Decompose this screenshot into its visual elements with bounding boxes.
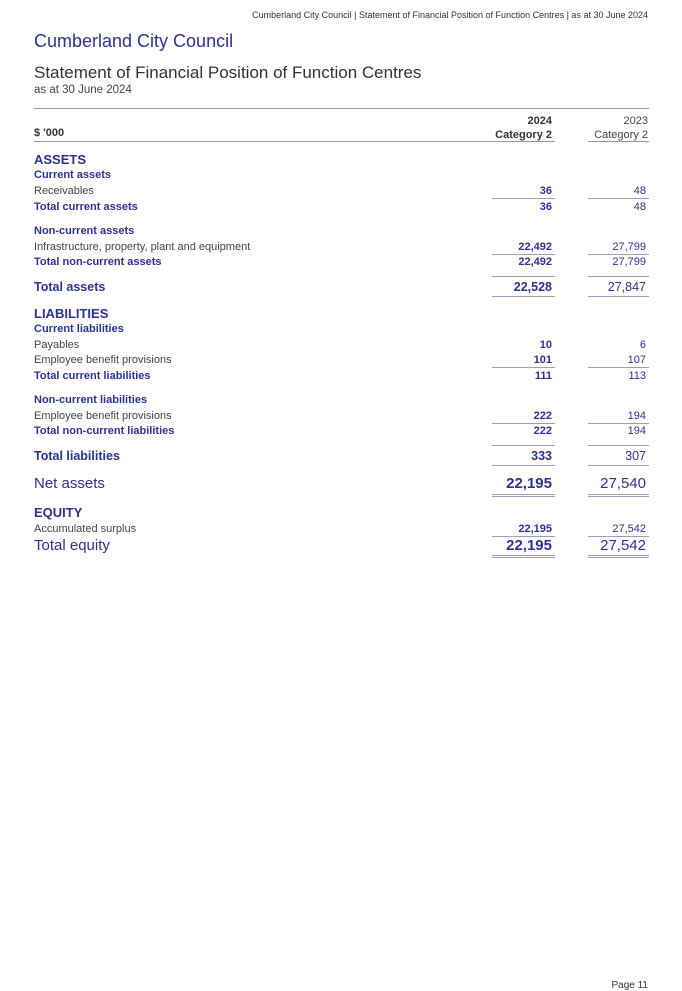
row-label: Total non-current liabilities bbox=[34, 425, 175, 437]
statement-subtitle: as at 30 June 2024 bbox=[34, 84, 132, 96]
subtotal-rule bbox=[492, 276, 555, 277]
column-year-2023: 2023 bbox=[623, 115, 648, 127]
row-label: Net assets bbox=[34, 475, 105, 492]
net-assets-double-rule bbox=[492, 494, 555, 497]
subtotal-rule bbox=[588, 276, 649, 277]
section-heading: EQUITY bbox=[34, 505, 83, 520]
value-2024: 22,492 bbox=[518, 256, 552, 268]
value-2023: 48 bbox=[633, 201, 646, 213]
value-2023: 27,799 bbox=[612, 256, 646, 268]
value-2023: 307 bbox=[625, 449, 646, 463]
section-heading: ASSETS bbox=[34, 152, 87, 167]
row-label: Total current assets bbox=[34, 201, 138, 213]
subsection-heading: Non-current liabilities bbox=[34, 394, 148, 406]
row-label: Receivables bbox=[34, 185, 94, 197]
subtotal-rule bbox=[492, 198, 555, 199]
subtotal-rule bbox=[588, 423, 649, 424]
column-header-2024 bbox=[495, 114, 552, 142]
value-2023: 27,542 bbox=[600, 537, 646, 554]
row-label: Employee benefit provisions bbox=[34, 410, 172, 422]
value-2023: 194 bbox=[627, 425, 646, 437]
value-2024: 22,492 bbox=[518, 241, 552, 253]
value-2024: 22,195 bbox=[518, 523, 552, 535]
subtotal-rule bbox=[492, 445, 555, 446]
subtotal-rule bbox=[588, 445, 649, 446]
column-rule-left bbox=[34, 141, 555, 142]
value-2024: 222 bbox=[533, 425, 552, 437]
column-rule-right bbox=[588, 141, 649, 142]
total-rule bbox=[492, 296, 555, 297]
header-rule bbox=[34, 108, 649, 109]
value-2023: 113 bbox=[628, 370, 646, 382]
value-2023: 27,542 bbox=[612, 523, 646, 535]
value-2024: 222 bbox=[533, 410, 552, 422]
subtotal-rule bbox=[588, 198, 649, 199]
column-category-2023: Category 2 bbox=[594, 129, 648, 141]
page-number: Page 11 bbox=[611, 980, 648, 991]
value-2024: 22,195 bbox=[506, 475, 552, 492]
unit-label: $ '000 bbox=[34, 127, 65, 139]
column-category-2024: Category 2 bbox=[495, 129, 552, 141]
subsection-heading: Non-current assets bbox=[34, 225, 135, 237]
value-2023: 27,799 bbox=[612, 241, 646, 253]
subsection-heading: Current liabilities bbox=[34, 323, 124, 335]
value-2023: 27,540 bbox=[600, 475, 646, 492]
value-2023: 48 bbox=[633, 185, 646, 197]
total-equity-double-rule bbox=[588, 555, 649, 558]
row-label: Total assets bbox=[34, 280, 106, 294]
row-label: Payables bbox=[34, 339, 80, 351]
value-2023: 194 bbox=[627, 410, 646, 422]
value-2023: 6 bbox=[639, 339, 646, 351]
row-label: Infrastructure, property, plant and equipment bbox=[34, 241, 251, 253]
total-rule bbox=[492, 465, 555, 466]
row-label: Total liabilities bbox=[34, 449, 120, 463]
total-rule bbox=[588, 465, 649, 466]
value-2024: 333 bbox=[531, 449, 552, 463]
value-2023: 107 bbox=[627, 354, 646, 366]
row-label: Accumulated surplus bbox=[34, 523, 137, 535]
value-2024: 10 bbox=[539, 339, 552, 351]
value-2024: 22,528 bbox=[513, 280, 552, 294]
column-year-2024: 2024 bbox=[527, 115, 552, 127]
net-assets-double-rule bbox=[588, 494, 649, 497]
subtotal-rule bbox=[588, 254, 649, 255]
row-label: Total non-current assets bbox=[34, 256, 162, 268]
value-2024: 36 bbox=[539, 201, 552, 213]
subtotal-rule bbox=[492, 254, 555, 255]
subsection-heading: Current assets bbox=[34, 169, 112, 181]
value-2024: 22,195 bbox=[506, 537, 552, 554]
value-2023: 27,847 bbox=[607, 280, 646, 294]
total-rule bbox=[588, 296, 649, 297]
running-header: Cumberland City Council | Statement of Financial Position of Function Centres | as at 30 June 2024 bbox=[252, 10, 648, 20]
subtotal-rule bbox=[588, 367, 649, 368]
subtotal-rule bbox=[492, 423, 555, 424]
statement-title: Statement of Financial Position of Function Centres bbox=[34, 63, 422, 82]
total-equity-double-rule bbox=[492, 555, 555, 558]
value-2024: 101 bbox=[533, 354, 552, 366]
council-title: Cumberland City Council bbox=[34, 31, 234, 51]
subtotal-rule bbox=[492, 367, 555, 368]
value-2024: 36 bbox=[539, 185, 552, 197]
value-2024: 111 bbox=[534, 370, 552, 382]
row-label: Total current liabilities bbox=[34, 370, 151, 382]
row-label: Employee benefit provisions bbox=[34, 354, 172, 366]
row-label: Total equity bbox=[34, 537, 110, 554]
column-header-2023 bbox=[594, 114, 648, 142]
section-heading: LIABILITIES bbox=[34, 306, 109, 321]
